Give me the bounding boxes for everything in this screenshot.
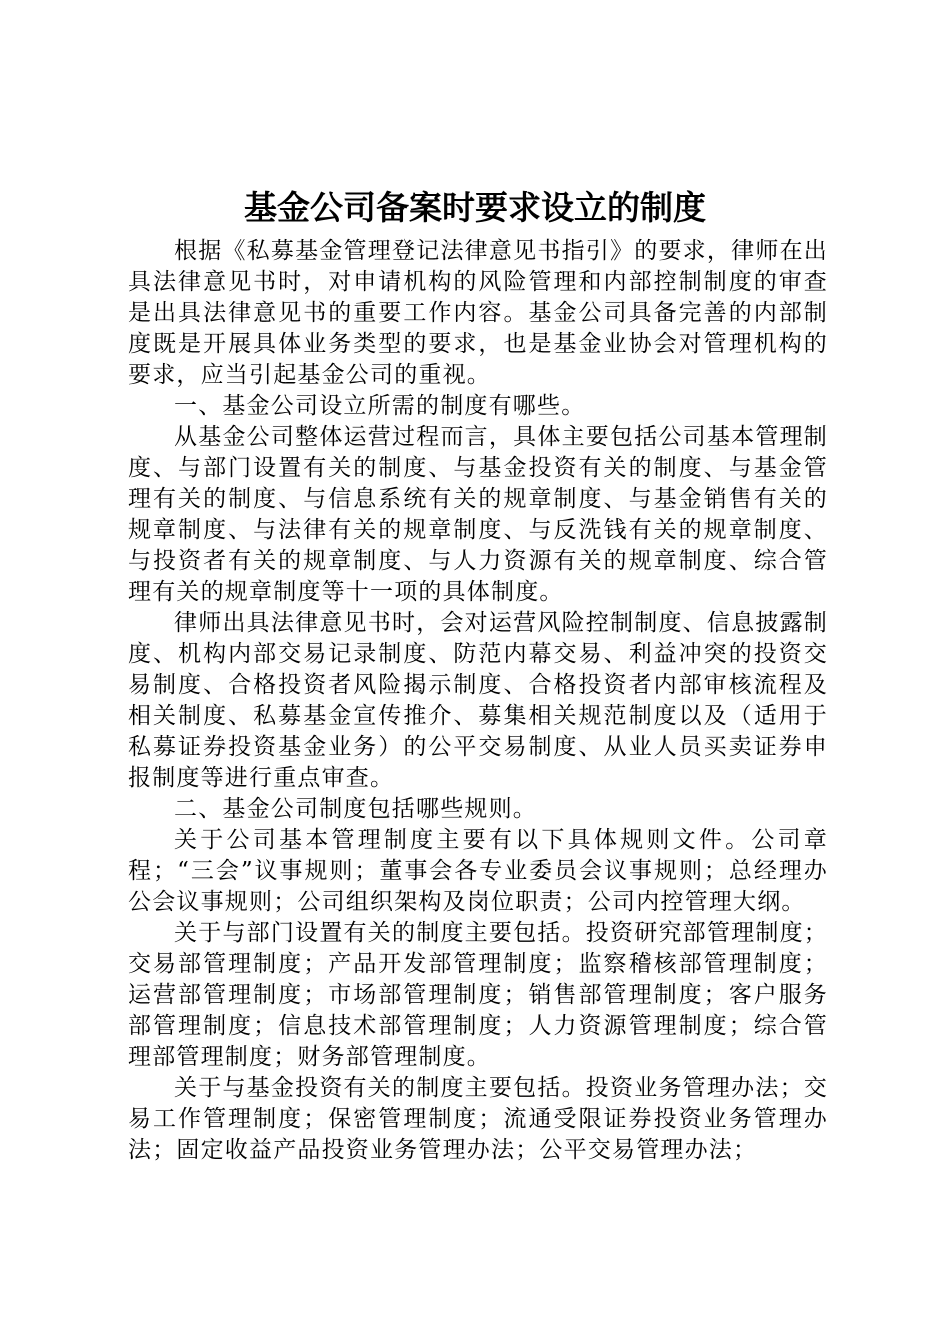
paragraph-legal-review: 律师出具法律意见书时，会对运营风险控制制度、信息披露制度、机构内部交易记录制度、防范内幕交易、利益冲突的投资交易制度、合格投资者风险揭示制度、合格投资者内部审核流程及相关制度、私募基金宣传推介、募集相关规范制度以及（适用于私募证券投资基金业务）的公平交易制度、从业人员买卖证券申报制度等进行重点审查。: [128, 610, 828, 791]
document-title: 基金公司备案时要求设立的制度: [244, 188, 706, 227]
paragraph-intro: 根据《私募基金管理登记法律意见书指引》的要求，律师在出具法律意见书时，对申请机构的风险管理和内部控制制度的审查是出具法律意见书的重要工作内容。基金公司具备完善的内部制度既是开展具体业务类型的要求，也是基金业协会对管理机构的要求，应当引起基金公司的重视。: [128, 238, 828, 388]
paragraph-department-rules: 关于与部门设置有关的制度主要包括。投资研究部管理制度；交易部管理制度；产品开发部管理制度；监察稽核部管理制度；运营部管理制度；市场部管理制度；销售部管理制度；客户服务部管理制度；信息技术部管理制度；人力资源管理制度；综合管理部管理制度；财务部管理制度。: [128, 920, 828, 1070]
paragraph-overview: 从基金公司整体运营过程而言，具体主要包括公司基本管理制度、与部门设置有关的制度、与基金投资有关的制度、与基金管理有关的制度、与信息系统有关的规章制度、与基金销售有关的规章制度、与法律有关的规章制度、与反洗钱有关的规章制度、与投资者有关的规章制度、与人力资源有关的规章制度、综合管理有关的规章制度等十一项的具体制度。: [128, 424, 828, 605]
document-body: [128, 236, 828, 1166]
section-heading-2: 二、基金公司制度包括哪些规则。: [174, 796, 537, 822]
section-heading-1: 一、基金公司设立所需的制度有哪些。: [174, 393, 586, 419]
paragraph-investment-rules: 关于与基金投资有关的制度主要包括。投资业务管理办法；交易工作管理制度；保密管理制度；流通受限证券投资业务管理办法；固定收益产品投资业务管理办法；公平交易管理办法；: [128, 1075, 828, 1163]
paragraph-basic-management: 关于公司基本管理制度主要有以下具体规则文件。公司章程；“三会”议事规则；董事会各专业委员会议事规则；总经理办公会议事规则；公司组织架构及岗位职责；公司内控管理大纲。: [128, 827, 828, 915]
